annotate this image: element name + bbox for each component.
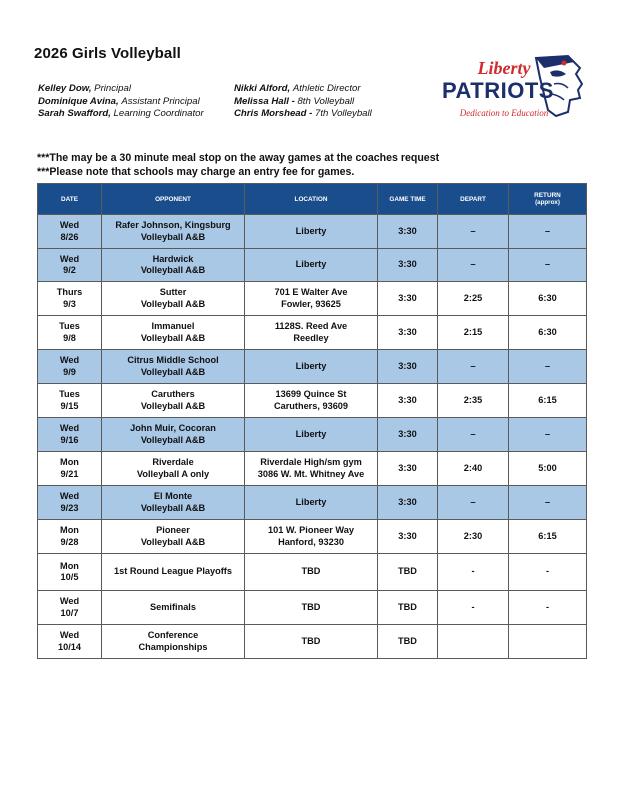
location-line-1: 1128S. Reed Ave	[274, 321, 348, 331]
date: 8/26	[60, 231, 79, 242]
location-cell	[245, 554, 378, 591]
return-time: -	[545, 601, 550, 612]
date: 9/21	[60, 468, 79, 479]
opponent-name: John Muir, Cocoran	[130, 423, 216, 433]
return-cell	[509, 486, 587, 520]
location-cell	[245, 520, 378, 554]
date-cell	[38, 418, 102, 452]
depart-time: 2:25	[463, 292, 483, 303]
location-cell	[245, 591, 378, 625]
staff-name: Nikki Alford,	[234, 83, 291, 94]
return-time: –	[544, 259, 551, 270]
location-cell	[245, 316, 378, 350]
date-cell	[38, 520, 102, 554]
return-cell	[509, 520, 587, 554]
staff-role: Assistant Principal	[121, 95, 200, 107]
depart-cell	[438, 316, 509, 350]
staff-entry	[38, 96, 204, 109]
depart-time: -	[471, 566, 475, 577]
header-return	[509, 184, 587, 215]
return-cell	[509, 215, 587, 249]
table-row	[38, 591, 587, 625]
return-cell	[509, 282, 587, 316]
staff-role: 8th Volleyball	[297, 95, 355, 107]
table-row	[38, 625, 587, 659]
game-time-cell	[378, 384, 438, 418]
return-time: –	[544, 360, 551, 371]
header-opponent: OPPONENT	[102, 184, 245, 215]
day: Wed	[59, 355, 80, 365]
game-time: 3:30	[398, 428, 417, 439]
depart-cell	[438, 215, 509, 249]
notes	[37, 151, 439, 179]
return-cell	[509, 418, 587, 452]
opponent-division: Volleyball A&B	[140, 434, 206, 445]
depart-cell	[438, 520, 509, 554]
game-time-cell	[378, 625, 438, 659]
return-time: –	[544, 496, 551, 507]
table-row	[38, 350, 587, 384]
return-cell	[509, 554, 587, 591]
page-title: 2026 Girls Volleyball	[34, 45, 181, 62]
opponent-division: Volleyball A&B	[140, 400, 206, 411]
game-time-cell	[378, 452, 438, 486]
return-cell	[509, 249, 587, 282]
location-line-1: Liberty	[295, 225, 327, 236]
depart-cell	[438, 554, 509, 591]
opponent-name: Rafer Johnson, Kingsburg	[115, 220, 231, 230]
location-cell	[245, 486, 378, 520]
date: 9/16	[60, 434, 79, 445]
game-time-cell	[378, 350, 438, 384]
opponent-name: Immanuel	[151, 321, 195, 331]
depart-time: 2:35	[463, 394, 483, 405]
table-row	[38, 316, 587, 350]
depart-time: –	[470, 428, 476, 439]
date-cell	[38, 384, 102, 418]
location-line-1: Liberty	[295, 428, 327, 439]
return-time: –	[544, 428, 551, 439]
game-time-cell	[378, 249, 438, 282]
opponent-cell	[102, 282, 245, 316]
game-time: 3:30	[398, 326, 417, 337]
game-time-cell	[378, 215, 438, 249]
staff-name: Chris Morshead -	[234, 108, 313, 119]
opponent-name: Conference	[147, 630, 199, 640]
staff-entry	[38, 83, 204, 96]
header-date: DATE	[38, 184, 102, 215]
opponent-division: Volleyball A&B	[140, 502, 206, 513]
location-line-2: Reedley	[293, 332, 329, 343]
patriot-head-icon	[440, 54, 590, 124]
return-cell	[509, 591, 587, 625]
staff-name: Kelley Dow,	[38, 83, 92, 94]
opponent-cell	[102, 384, 245, 418]
table-row	[38, 452, 587, 486]
staff-entry	[234, 83, 372, 96]
location-line-1: TBD	[301, 601, 321, 612]
opponent-name: Riverdale	[152, 457, 194, 467]
game-time: 3:30	[398, 225, 417, 236]
opponent-cell	[102, 249, 245, 282]
day: Wed	[59, 630, 80, 640]
date: 9/3	[63, 298, 76, 309]
table-row	[38, 554, 587, 591]
staff-name: Melissa Hall -	[234, 95, 295, 107]
day: Wed	[59, 491, 80, 501]
staff-entry	[38, 108, 204, 121]
game-time-cell	[378, 316, 438, 350]
location-cell	[245, 282, 378, 316]
location-cell	[245, 215, 378, 249]
location-line-1: Liberty	[295, 259, 327, 270]
opponent-name: Caruthers	[151, 389, 195, 399]
staff-role: Athletic Director	[292, 83, 361, 94]
opponent-division: Championships	[138, 641, 208, 652]
return-cell	[509, 350, 587, 384]
day: Mon	[60, 560, 79, 571]
location-line-1: Liberty	[295, 496, 327, 507]
staff-role: Principal	[94, 83, 131, 94]
day: Mon	[60, 457, 79, 467]
date-cell	[38, 350, 102, 384]
depart-time: –	[470, 496, 476, 507]
location-cell	[245, 384, 378, 418]
table-row	[38, 384, 587, 418]
opponent-cell	[102, 591, 245, 625]
game-time: 3:30	[398, 360, 417, 371]
depart-time: –	[470, 225, 476, 236]
game-time-cell	[378, 282, 438, 316]
date-cell	[38, 554, 102, 591]
date: 9/23	[60, 502, 79, 513]
header-game-time: GAME TIME	[378, 184, 438, 215]
opponent-division: Volleyball A only	[136, 468, 210, 479]
date-cell	[38, 591, 102, 625]
return-cell	[509, 384, 587, 418]
opponent-division: Volleyball A&B	[140, 265, 206, 275]
location-line-1: TBD	[301, 566, 321, 577]
return-cell	[509, 452, 587, 486]
opponent-name: Hardwick	[152, 253, 194, 264]
day: Mon	[60, 525, 79, 535]
return-time: 6:30	[538, 326, 557, 337]
game-time: TBD	[398, 635, 417, 646]
return-time: 6:15	[538, 394, 557, 405]
logo-top-word: Liberty	[477, 58, 531, 78]
date-cell	[38, 625, 102, 659]
date-cell	[38, 486, 102, 520]
day: Tues	[59, 321, 80, 331]
day: Thurs	[56, 287, 83, 297]
game-time-cell	[378, 418, 438, 452]
header-return-sub: (approx)	[535, 199, 560, 206]
game-time: 3:30	[398, 496, 417, 507]
date: 9/8	[63, 332, 76, 343]
staff-name: Sarah Swafford,	[38, 108, 111, 119]
date: 9/28	[60, 536, 79, 547]
depart-cell	[438, 452, 509, 486]
game-time: 3:30	[398, 292, 417, 303]
header-return-label: RETURN	[534, 192, 561, 199]
staff-list-right	[234, 83, 372, 121]
liberty-patriots-logo	[440, 54, 590, 124]
date: 10/14	[58, 641, 81, 652]
header-depart: DEPART	[438, 184, 509, 215]
day: Tues	[59, 389, 80, 399]
return-time: 6:15	[538, 530, 557, 541]
depart-cell	[438, 625, 509, 659]
location-cell	[245, 452, 378, 486]
location-line-2: Fowler, 93625	[281, 298, 341, 309]
staff-role: 7th Volleyball	[315, 108, 372, 119]
opponent-cell	[102, 215, 245, 249]
location-cell	[245, 625, 378, 659]
date-cell	[38, 249, 102, 282]
opponent-name: 1st Round League Playoffs	[114, 566, 232, 577]
logo-main-word: PATRIOTS	[442, 78, 554, 103]
return-cell	[509, 625, 587, 659]
depart-time: –	[470, 360, 476, 371]
staff-entry	[234, 108, 372, 121]
location-line-2: 3086 W. Mt. Whitney Ave	[257, 468, 365, 479]
table-row	[38, 215, 587, 249]
depart-cell	[438, 486, 509, 520]
note-line: ***The may be a 30 minute meal stop on the away games at the coaches request	[37, 152, 440, 164]
table-row	[38, 282, 587, 316]
location-line-1: 701 E Walter Ave	[274, 287, 348, 297]
depart-time: –	[470, 259, 476, 270]
day: Wed	[59, 220, 80, 230]
game-time-cell	[378, 486, 438, 520]
game-time: TBD	[398, 601, 417, 612]
day: Wed	[59, 596, 80, 606]
location-line-1: Riverdale High/sm gym	[260, 457, 362, 467]
opponent-cell	[102, 350, 245, 384]
location-cell	[245, 418, 378, 452]
location-line-2: Hanford, 93230	[278, 536, 344, 547]
game-time: 3:30	[398, 394, 417, 405]
opponent-division: Volleyball A&B	[140, 332, 206, 343]
depart-cell	[438, 282, 509, 316]
opponent-name: Sutter	[159, 287, 187, 297]
opponent-cell	[102, 418, 245, 452]
return-time: -	[545, 566, 550, 577]
location-line-1: Liberty	[295, 360, 327, 371]
game-time: 3:30	[398, 462, 417, 473]
table-row	[38, 418, 587, 452]
game-time-cell	[378, 520, 438, 554]
table-header-row	[38, 184, 587, 215]
depart-cell	[438, 591, 509, 625]
date: 10/5	[60, 572, 79, 582]
opponent-cell	[102, 316, 245, 350]
opponent-division: Volleyball A&B	[140, 298, 206, 309]
opponent-cell	[102, 625, 245, 659]
date: 9/9	[63, 366, 76, 377]
staff-entry	[234, 96, 372, 109]
date: 9/2	[63, 265, 76, 275]
location-cell	[245, 249, 378, 282]
location-line-1: 101 W. Pioneer Way	[268, 525, 354, 535]
return-time: –	[544, 225, 551, 236]
return-time: 5:00	[538, 462, 557, 473]
staff-list-left	[38, 83, 204, 121]
logo-tagline: Dedication to Education	[459, 108, 549, 118]
depart-time: 2:30	[463, 530, 483, 541]
day: Wed	[59, 253, 80, 264]
staff-role: Learning Coordinator	[113, 108, 204, 119]
location-line-1: TBD	[301, 635, 321, 646]
opponent-cell	[102, 486, 245, 520]
date: 10/7	[60, 607, 79, 618]
date-cell	[38, 452, 102, 486]
location-line-2: Caruthers, 93609	[273, 400, 349, 411]
staff-name: Dominique Avina,	[38, 95, 119, 107]
schedule-table	[37, 183, 587, 659]
opponent-cell	[102, 520, 245, 554]
return-cell	[509, 316, 587, 350]
opponent-cell	[102, 452, 245, 486]
opponent-name: Pioneer	[156, 525, 190, 535]
depart-cell	[438, 418, 509, 452]
depart-time: 2:15	[463, 326, 483, 337]
game-time: 3:30	[398, 259, 417, 270]
note-line: ***Please note that schools may charge an entry fee for games.	[37, 166, 355, 178]
game-time: TBD	[398, 566, 417, 577]
date-cell	[38, 215, 102, 249]
schedule-body	[38, 215, 587, 659]
date-cell	[38, 282, 102, 316]
opponent-name: Semifinals	[150, 601, 196, 612]
header-location: LOCATION	[245, 184, 378, 215]
opponent-division: Volleyball A&B	[140, 536, 206, 547]
game-time: 3:30	[398, 530, 417, 541]
table-row	[38, 520, 587, 554]
location-cell	[245, 350, 378, 384]
opponent-division: Volleyball A&B	[140, 366, 206, 377]
date-cell	[38, 316, 102, 350]
location-line-1: 13699 Quince St	[275, 389, 347, 399]
game-time-cell	[378, 554, 438, 591]
opponent-name: El Monte	[153, 491, 193, 501]
opponent-name: Citrus Middle School	[127, 355, 219, 365]
opponent-division: Volleyball A&B	[140, 231, 206, 242]
return-time: 6:30	[538, 292, 557, 303]
depart-cell	[438, 249, 509, 282]
depart-cell	[438, 350, 509, 384]
date: 9/15	[60, 400, 79, 411]
opponent-cell	[102, 554, 245, 591]
table-row	[38, 249, 587, 282]
depart-time: -	[471, 601, 475, 612]
table-row	[38, 486, 587, 520]
depart-cell	[438, 384, 509, 418]
game-time-cell	[378, 591, 438, 625]
day: Wed	[59, 423, 80, 433]
depart-time: 2:40	[463, 462, 483, 473]
